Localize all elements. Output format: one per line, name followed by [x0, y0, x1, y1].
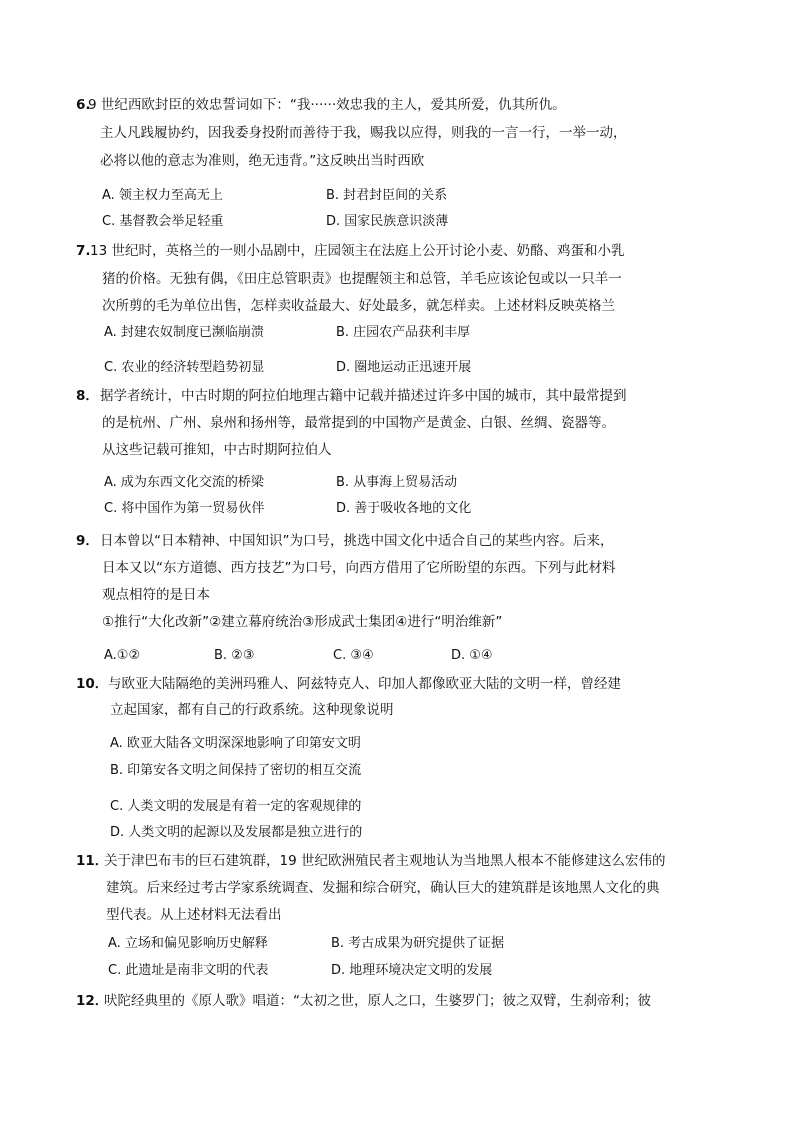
- question-text: 9 世纪西欧封臣的效忠誓词如下：“我······效忠我的主人，爱其所爱，仇其所仇。: [88, 97, 566, 113]
- option-a: A. 欧亚大陆各文明深深地影响了印第安文明: [110, 736, 361, 751]
- question-text: 观点相符的是日本: [102, 587, 210, 603]
- question-text: 立起国家，都有自己的行政系统。这种现象说明: [110, 702, 394, 718]
- option-d: D. 圈地运动正迅速开展: [336, 360, 472, 375]
- option-b: B. 庄园农产品获利丰厚: [336, 325, 471, 340]
- option-a: A. 领主权力至高无上: [102, 188, 223, 203]
- option-c: C. ③④: [333, 648, 374, 663]
- question-text: ①推行“大化改新”②建立幕府统治③形成武士集团④进行“明治维新”: [102, 614, 503, 630]
- question-text: 日本曾以“日本精神、中国知识”为口号，挑选中国文化中适合自己的某些内容。后来，: [100, 533, 614, 549]
- option-d: D. 地理环境决定文明的发展: [331, 963, 493, 978]
- option-c: C. 将中国作为第一贸易伙伴: [104, 501, 265, 516]
- option-c: C. 基督教会举足轻重: [102, 214, 224, 229]
- question-text: 的是杭州、广州、泉州和扬州等，最常提到的中国物产是黄金、白银、丝绸、瓷器等。: [102, 415, 615, 431]
- question-text: 据学者统计，中古时期的阿拉伯地理古籍中记载并描述过许多中国的城市，其中最常提到: [100, 388, 627, 404]
- question-number: 10．: [76, 676, 109, 692]
- option-a: A. 成为东西文化交流的桥梁: [104, 475, 264, 490]
- question-text: 与欧亚大陆隔绝的美洲玛雅人、阿兹特克人、印加人都像欧亚大陆的文明一样，曾经建: [108, 676, 621, 692]
- question-text: 从这些记载可推知，中古时期阿拉伯人: [102, 442, 332, 458]
- question-text: 建筑。后来经过考古学家系统调查、发掘和综合研究，确认巨大的建筑群是该地黑人文化的典: [106, 880, 660, 896]
- question-text: 型代表。从上述材料无法看出: [106, 907, 282, 923]
- question-text: 关于津巴布韦的巨石建筑群，19 世纪欧洲殖民者主观地认为当地黑人根本不能修建这么宏伟的: [104, 853, 666, 869]
- question-text: 猪的价格。无独有偶，《田庄总管职责》也提醒领主和总管，羊毛应该论包或以一只羊一: [102, 271, 622, 287]
- option-a: A.①②: [104, 648, 141, 663]
- option-c: C. 农业的经济转型趋势初显: [104, 360, 265, 375]
- option-c: C. 人类文明的发展是有着一定的客观规律的: [110, 799, 362, 814]
- question-text: 吠陀经典里的《原人歌》唱道：“太初之世，原人之口，生婆罗门；彼之双臂，生刹帝利；彼: [104, 993, 651, 1009]
- question-number: 8．: [76, 388, 99, 404]
- option-a: A. 封建农奴制度已濒临崩溃: [104, 325, 264, 340]
- question-number: 9．: [76, 533, 99, 549]
- option-a: A. 立场和偏见影响历史解释: [108, 936, 268, 951]
- option-b: B. ②③: [214, 648, 255, 663]
- question-number: 12．: [76, 993, 109, 1009]
- option-b: B. 封君封臣间的关系: [326, 188, 448, 203]
- option-b: B. 印第安各文明之间保持了密切的相互交流: [110, 763, 362, 778]
- option-b: B. 考古成果为研究提供了证据: [331, 936, 505, 951]
- question-number: 11．: [76, 853, 109, 869]
- option-d: D. 人类文明的起源以及发展都是独立进行的: [110, 825, 363, 840]
- question-text: 次所剪的毛为单位出售，怎样卖收益最大、好处最多，就怎样卖。上述材料反映英格兰: [102, 298, 615, 314]
- question-text: 必将以他的意志为准则，绝无违背。”这反映出当时西欧: [100, 153, 425, 169]
- question-text: 日本又以“东方道德、西方技艺”为口号，向西方借用了它所盼望的东西。下列与此材料: [102, 560, 616, 576]
- question-number: 6.: [76, 97, 91, 113]
- option-d: D. 善于吸收各地的文化: [336, 501, 472, 516]
- option-d: D. 国家民族意识淡薄: [326, 214, 449, 229]
- question-number: 7.: [76, 243, 91, 259]
- question-text: 主人凡践履协约，因我委身投附而善待于我，赐我以应得，则我的一言一行，一举一动，: [100, 125, 627, 141]
- question-text: 13 世纪时，英格兰的一则小品剧中，庄园领主在法庭上公开讨论小麦、奶酪、鸡蛋和小乳: [90, 243, 625, 259]
- option-d: D. ①④: [451, 648, 493, 663]
- option-c: C. 此遗址是南非文明的代表: [108, 963, 269, 978]
- option-b: B. 从事海上贸易活动: [336, 475, 458, 490]
